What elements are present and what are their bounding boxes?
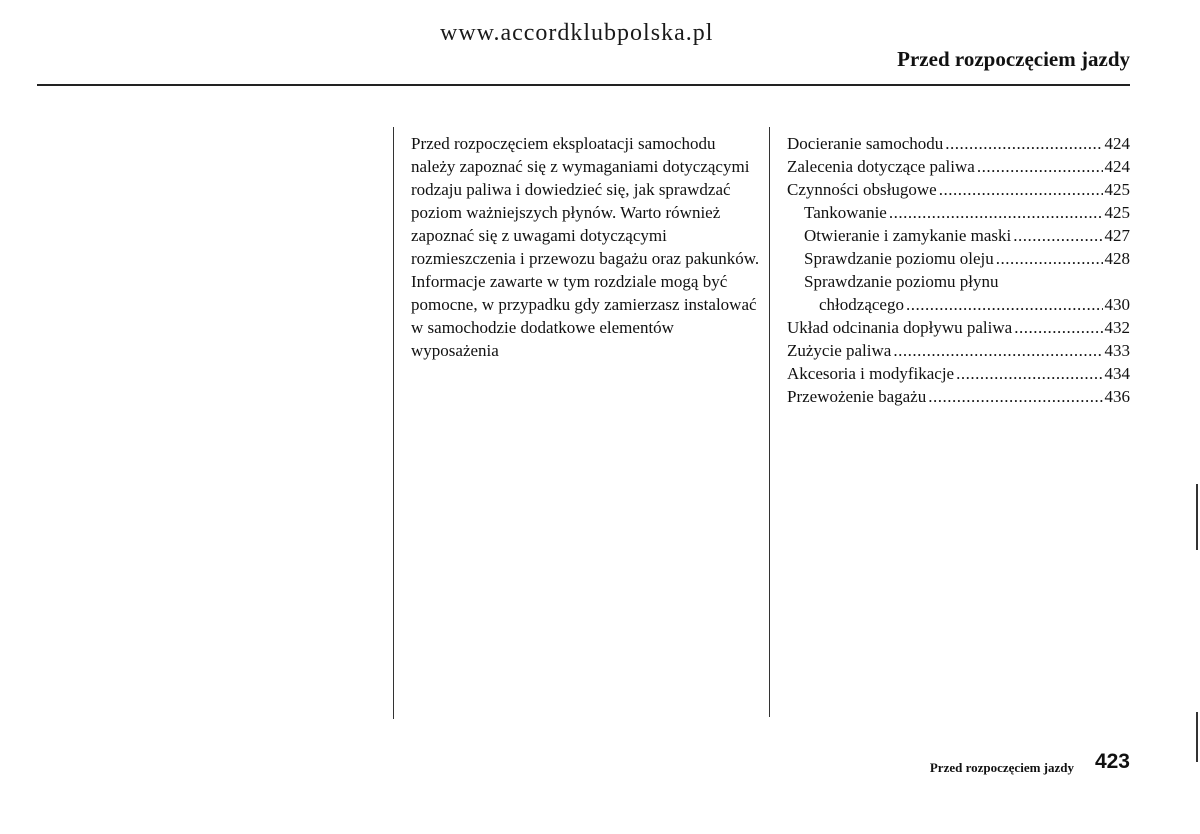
toc-leader (996, 247, 1103, 270)
page-edge-mark (1196, 712, 1198, 762)
toc-item-bagaz[interactable] (787, 385, 1130, 408)
toc-item-page: 428 (1104, 249, 1130, 268)
toc-item-plyn-chlodzacy[interactable] (787, 270, 1130, 316)
toc-leader (977, 155, 1103, 178)
table-of-contents (787, 132, 1130, 408)
toc-item-page: 433 (1104, 341, 1130, 360)
toc-item-page: 425 (1104, 180, 1130, 199)
toc-item-title: Układ odcinania dopływu paliwa (787, 318, 1013, 337)
toc-leader (893, 339, 1102, 362)
toc-item-title: Zalecenia dotyczące paliwa (787, 157, 975, 176)
toc-leader (889, 201, 1103, 224)
toc-item-tankowanie[interactable] (787, 201, 1130, 224)
page-number: 423 (1094, 750, 1130, 773)
toc-item-title: Czynności obsługowe (787, 180, 937, 199)
toc-item-maska[interactable] (787, 224, 1130, 247)
toc-item-page: 427 (1104, 226, 1130, 245)
header-rule (37, 84, 1130, 86)
toc-item-page: 434 (1104, 364, 1130, 383)
intro-paragraph: Przed rozpoczęciem eksploatacji samochodu należy zapoznać się z wymaganiami dotyczącymi rodzaju paliwa i dowiedzieć się, jak sprawdzać poziom ważniejszych płynów. Warto również zapoznać się z uwagami dotyczącymi rozmieszczenia i przewozu bagażu oraz pakunków. Informacje zawarte w tym rozdziale mogą być pomocne, w przypadku gdy zamierzasz instalować w samochodzie dodatkowe elementów wyposażenia (411, 134, 760, 360)
toc-item-docieranie[interactable] (787, 132, 1130, 155)
toc-leader (906, 293, 1103, 316)
toc-item-title: Docieranie samochodu (787, 134, 944, 153)
page-section-title: Przed rozpoczęciem jazdy (897, 47, 1130, 71)
page-edge-mark (1196, 484, 1198, 550)
toc-item-page: 425 (1104, 203, 1130, 222)
toc-item-title-line2: chłodzącego (819, 295, 904, 314)
toc-item-title-line1: Sprawdzanie poziomu płynu (804, 272, 999, 291)
watermark-url: www.accordklubpolska.pl (440, 20, 714, 46)
toc-item-title: Zużycie paliwa (787, 341, 892, 360)
toc-item-paliwo[interactable] (787, 155, 1130, 178)
toc-item-page: 432 (1104, 318, 1130, 337)
toc-item-title: Akcesoria i modyfikacje (787, 364, 955, 383)
toc-item-title: Otwieranie i zamykanie maski (804, 226, 1012, 245)
toc-item-akcesoria[interactable] (787, 362, 1130, 385)
toc-item-page: 424 (1104, 134, 1130, 153)
toc-item-page: 424 (1104, 157, 1130, 176)
toc-leader (945, 132, 1102, 155)
toc-item-title: Przewożenie bagażu (787, 387, 927, 406)
toc-item-odcinanie-paliwa[interactable] (787, 316, 1130, 339)
toc-leader (1013, 224, 1102, 247)
toc-item-title: Sprawdzanie poziomu oleju (804, 249, 994, 268)
toc-item-czynnosci-obslugowe[interactable] (787, 178, 1130, 201)
toc-leader (928, 385, 1102, 408)
toc-item-title: Tankowanie (804, 203, 887, 222)
toc-item-page: 430 (1104, 295, 1130, 314)
middle-column-rule (769, 127, 770, 717)
toc-item-olej[interactable] (787, 247, 1130, 270)
footer-section-title: Przed rozpoczęciem jazdy (929, 760, 1074, 775)
left-column-rule (393, 127, 394, 719)
toc-item-page: 436 (1104, 387, 1130, 406)
toc-leader (1014, 316, 1102, 339)
toc-item-zuzycie-paliwa[interactable] (787, 339, 1130, 362)
toc-leader (939, 178, 1103, 201)
toc-leader (956, 362, 1102, 385)
